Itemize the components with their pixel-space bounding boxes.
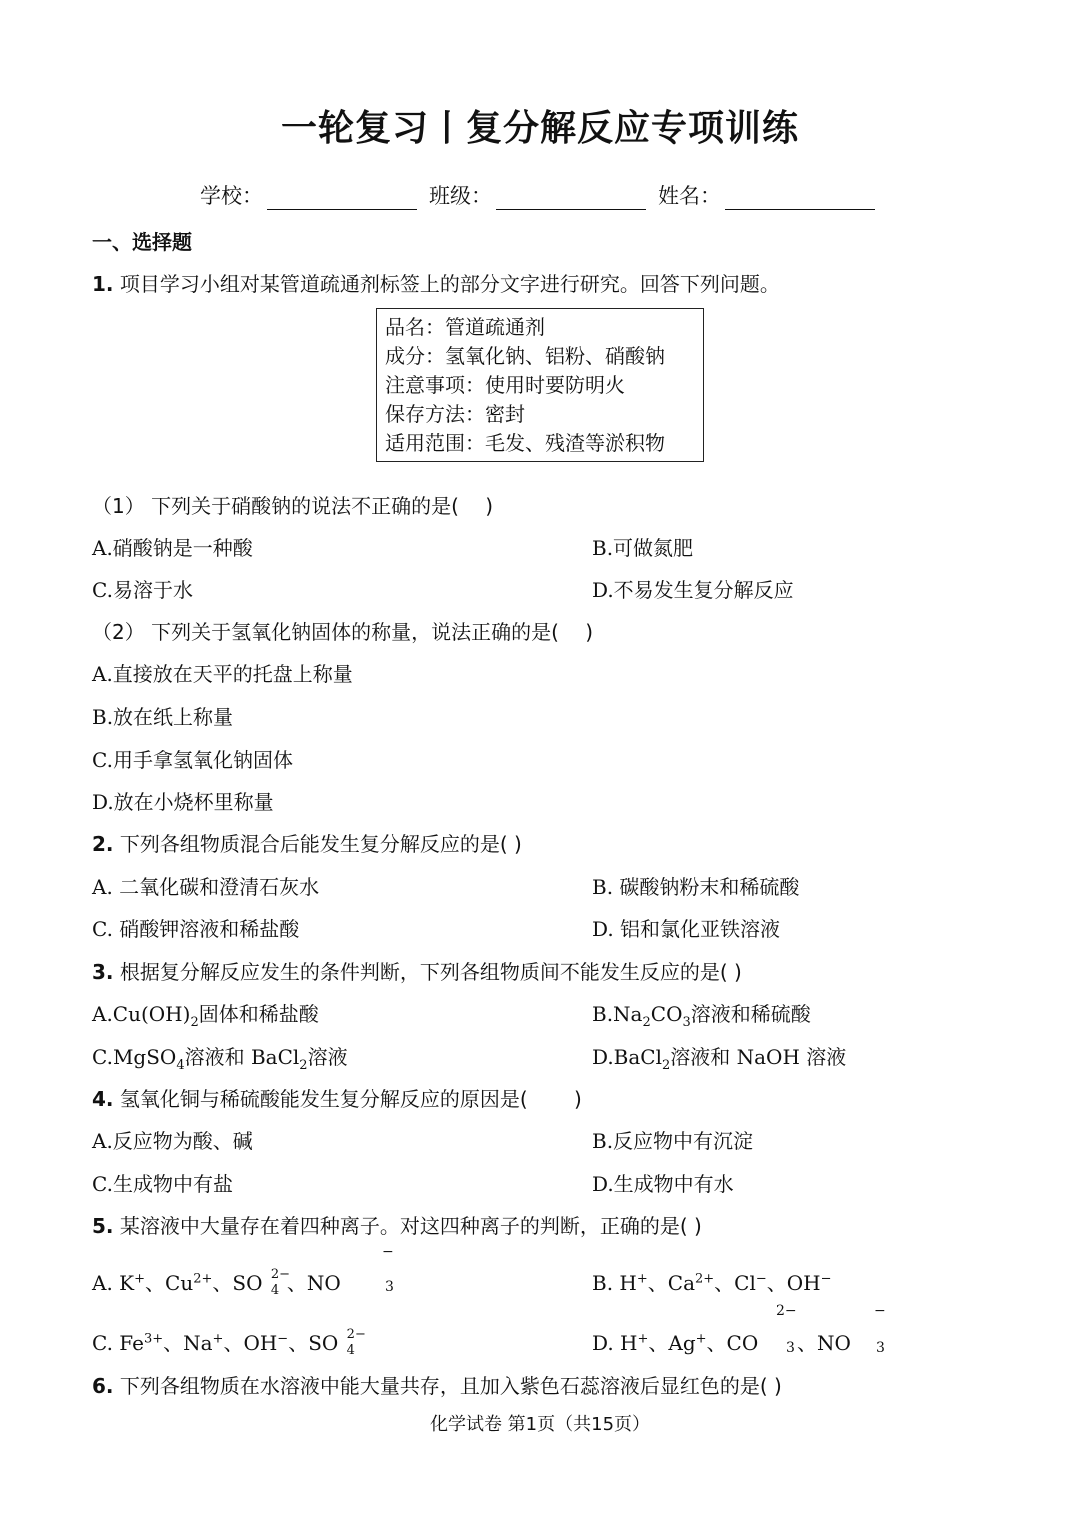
ion-text: D. H [592, 1331, 638, 1355]
class-blank[interactable] [496, 187, 646, 210]
ion-subscript-mark: 3 [385, 1279, 394, 1295]
question-3 [92, 956, 742, 985]
ion-text: 、SO [212, 1271, 263, 1295]
ion-text: B. H [592, 1271, 637, 1295]
formula-text: C.MgSO [92, 1045, 177, 1069]
ion-charge-stack: 2− 4 [346, 1326, 366, 1358]
subscript: 2 [642, 1015, 651, 1030]
option-a[interactable] [92, 1267, 341, 1296]
option-a[interactable]: A.反应物为酸、碱 [92, 1129, 253, 1153]
question-text: 项目学习小组对某管道疏通剂标签上的部分文字进行研究。回答下列问题。 [119, 272, 780, 296]
ion-charge-stack: 2− 4 [270, 1266, 291, 1298]
option-d[interactable] [592, 1327, 758, 1356]
superscript: − [277, 1331, 289, 1347]
question-text: 下列各组物质在水溶液中能大量共存，且加入紫色石蕊溶液后显红色的是( ) [119, 1374, 782, 1398]
ion-charge-mark: 2− [776, 1303, 797, 1319]
question-number: 3. [92, 960, 114, 984]
option-c[interactable] [92, 1326, 366, 1358]
question-number: 1. [92, 272, 114, 296]
option-text: 溶液和稀硫酸 [690, 1002, 811, 1026]
name-field [658, 180, 875, 210]
superscript: − [755, 1271, 767, 1287]
ion-text: 、NO [286, 1271, 341, 1295]
option-b[interactable] [592, 1267, 832, 1296]
option-text: 固体和稀盐酸 [198, 1002, 319, 1026]
superscript: + [212, 1331, 224, 1347]
question-number: 6. [92, 1374, 114, 1398]
section-heading: 一、选择题 [92, 230, 192, 254]
ion-text: 、Cl [714, 1271, 756, 1295]
option-a[interactable] [92, 998, 319, 1030]
superscript: 2+ [193, 1271, 213, 1287]
label-line: 品名：管道疏通剂 [385, 315, 545, 339]
option-d[interactable]: D.不易发生复分解反应 [592, 578, 794, 602]
question-number: 4. [92, 1087, 114, 1111]
ion-text: 、OH [766, 1271, 821, 1295]
formula-text: CO [650, 1002, 683, 1026]
ion-text: 、Ag [648, 1331, 696, 1355]
question-text: 某溶液中大量存在着四种离子。对这四种离子的判断，正确的是( ) [119, 1214, 702, 1238]
question-4 [92, 1083, 582, 1112]
label-line: 成分：氢氧化钠、铝粉、硝酸钠 [385, 344, 665, 368]
subscript: 2 [662, 1058, 671, 1073]
name-blank[interactable] [725, 187, 875, 210]
ion-text: 、Cu [145, 1271, 194, 1295]
subscript: 4 [176, 1058, 185, 1073]
superscript: − [820, 1271, 832, 1287]
ion-text: A. K [92, 1271, 135, 1295]
option-a[interactable]: A. 二氧化碳和澄清石灰水 [92, 875, 320, 899]
subscript: 2 [299, 1058, 308, 1073]
formula-text: D.BaCl [592, 1045, 662, 1069]
ion-text: 、CO [706, 1331, 759, 1355]
student-info-row [200, 180, 920, 210]
ion-text: 、NO [797, 1331, 851, 1355]
question-number: 2. [92, 832, 114, 856]
option-b[interactable] [592, 998, 811, 1030]
option-text: 溶液和 NaOH 溶液 [670, 1045, 847, 1069]
superscript: + [636, 1271, 648, 1287]
option-d[interactable]: D. 铝和氯化亚铁溶液 [592, 917, 781, 941]
ion-subscript-mark: 3 [876, 1340, 885, 1356]
superscript: 2+ [695, 1271, 715, 1287]
question-5 [92, 1210, 702, 1239]
ion-charge-mark: − [874, 1303, 886, 1319]
option-c[interactable]: C.用手拿氢氧化钠固体 [92, 748, 293, 772]
product-label-box [376, 308, 704, 462]
option-c[interactable] [92, 1041, 348, 1073]
school-blank[interactable] [267, 187, 417, 210]
school-label: 学校： [200, 184, 263, 208]
option-b[interactable]: B.可做氮肥 [592, 536, 694, 560]
page-title: 一轮复习丨复分解反应专项训练 [280, 108, 799, 149]
ion-text: 、Ca [647, 1271, 695, 1295]
option-a[interactable]: A.硝酸钠是一种酸 [92, 536, 253, 560]
ion-text: 、SO [288, 1331, 339, 1355]
option-a[interactable]: A.直接放在天平的托盘上称量 [92, 662, 353, 686]
page-footer: 化学试卷 第1页（共15页） [429, 1414, 651, 1435]
school-field [200, 180, 417, 210]
option-c[interactable]: C. 硝酸钾溶液和稀盐酸 [92, 917, 300, 941]
option-b[interactable]: B. 碳酸钠粉末和稀硫酸 [592, 875, 800, 899]
superscript: 3+ [143, 1331, 164, 1347]
option-d[interactable]: D.生成物中有水 [592, 1172, 734, 1196]
class-field [429, 180, 646, 210]
label-line: 适用范围：毛发、残渣等淤积物 [385, 431, 665, 455]
option-c[interactable]: C.易溶于水 [92, 578, 193, 602]
superscript: + [695, 1331, 707, 1347]
ion-text: 、OH [223, 1331, 278, 1355]
superscript: + [134, 1271, 146, 1287]
question-text: 氢氧化铜与稀硫酸能发生复分解反应的原因是( ) [119, 1087, 582, 1111]
class-label: 班级： [429, 184, 492, 208]
ion-text: C. Fe [92, 1331, 144, 1355]
option-b[interactable]: B.放在纸上称量 [92, 705, 234, 729]
formula-text: B.Na [592, 1002, 643, 1026]
subscript: 3 [682, 1015, 691, 1030]
option-text: 溶液 [307, 1045, 348, 1069]
formula-text: 溶液和 BaCl [184, 1045, 300, 1069]
name-label: 姓名： [658, 184, 721, 208]
ion-charge-mark: − [382, 1244, 394, 1260]
subscript: 2 [190, 1015, 199, 1030]
formula-text: A.Cu(OH) [92, 1002, 191, 1026]
question-text: 根据复分解反应发生的条件判断，下列各组物质间不能发生反应的是( ) [119, 960, 742, 984]
question-6 [92, 1370, 782, 1399]
option-d[interactable] [592, 1041, 846, 1073]
question-text: 下列各组物质混合后能发生复分解反应的是( ) [119, 832, 522, 856]
superscript: + [637, 1331, 649, 1347]
option-b[interactable]: B.反应物中有沉淀 [592, 1129, 754, 1153]
question-1 [92, 268, 780, 297]
option-c[interactable]: C.生成物中有盐 [92, 1172, 233, 1196]
label-line: 注意事项：使用时要防明火 [385, 373, 625, 397]
option-d[interactable]: D.放在小烧杯里称量 [92, 790, 274, 814]
question-2 [92, 828, 522, 857]
ion-text: 、Na [163, 1331, 213, 1355]
sub-question-1: （1） 下列关于硝酸钠的说法不正确的是( ) [92, 494, 494, 518]
question-number: 5. [92, 1214, 114, 1238]
ion-subscript-mark: 3 [786, 1340, 795, 1356]
sub-question-2: （2） 下列关于氢氧化钠固体的称量，说法正确的是( ) [92, 620, 594, 644]
label-line: 保存方法：密封 [385, 402, 525, 426]
